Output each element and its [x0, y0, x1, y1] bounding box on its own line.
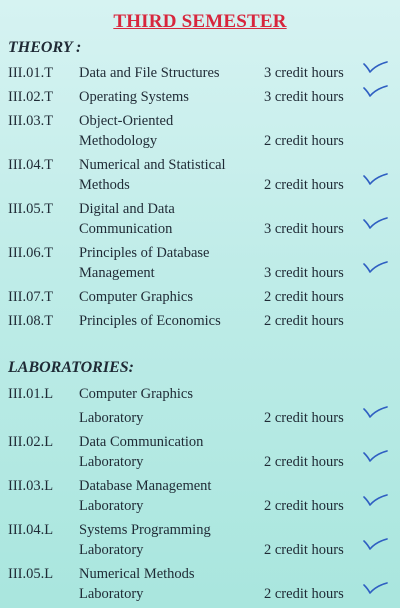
theory-code: III.02.T: [8, 89, 54, 105]
theory-title: [79, 87, 264, 107]
theory-code: III.05.T: [8, 201, 54, 217]
theory-title: [79, 311, 264, 331]
checkmark-icon: [362, 215, 388, 231]
laboratories-heading: LABORATORIES:: [8, 359, 134, 376]
theory-title-line: Principles of Database: [79, 245, 210, 261]
theory-credits: 2 credit hours: [264, 133, 344, 149]
lab-credits: 2 credit hours: [264, 498, 344, 514]
theory-credits: 2 credit hours: [264, 289, 344, 305]
page-title: THIRD SEMESTER: [113, 11, 287, 32]
lab-credits: 2 credit hours: [264, 542, 344, 558]
lab-credits: 2 credit hours: [264, 454, 344, 470]
lab-title: [79, 384, 264, 428]
lab-title-line: Computer Graphics: [79, 386, 193, 402]
checkmark-icon: [362, 259, 388, 275]
theory-credits: 2 credit hours: [264, 313, 344, 329]
checkmark-icon: [362, 536, 388, 552]
theory-title-line: Methodology: [79, 133, 158, 149]
lab-title-line: Laboratory: [79, 410, 144, 426]
theory-title-line: Digital and Data: [79, 201, 175, 217]
lab-title: [79, 476, 264, 516]
theory-title: [79, 155, 264, 195]
lab-code: III.02.L: [8, 434, 54, 450]
theory-title: [79, 199, 264, 239]
theory-title-line: Communication: [79, 221, 173, 237]
lab-title-line: Systems Programming: [79, 522, 211, 538]
lab-title: [79, 520, 264, 560]
theory-credits: 3 credit hours: [264, 65, 344, 81]
lab-title-line: Laboratory: [79, 454, 144, 470]
theory-heading: THEORY :: [8, 39, 82, 56]
lab-title: [79, 564, 264, 604]
lab-title-line: Numerical Methods: [79, 566, 195, 582]
theory-code: III.06.T: [8, 245, 54, 261]
lab-code: III.04.L: [8, 522, 54, 538]
theory-title: [79, 287, 264, 307]
theory-title: [79, 111, 264, 151]
checkmark-icon: [362, 448, 388, 464]
theory-title-line: Computer Graphics: [79, 289, 193, 305]
lab-code: III.01.L: [8, 386, 54, 402]
theory-credits: 3 credit hours: [264, 265, 344, 281]
checkmark-icon: [362, 492, 388, 508]
theory-title-line: Principles of Economics: [79, 313, 221, 329]
lab-title-line: Data Communication: [79, 434, 204, 450]
lab-title-line: Laboratory: [79, 498, 144, 514]
theory-code: III.03.T: [8, 113, 54, 129]
theory-title-line: Management: [79, 265, 155, 281]
theory-title-line: Methods: [79, 177, 130, 193]
theory-title-line: Numerical and Statistical: [79, 157, 226, 173]
lab-title-line: Laboratory: [79, 586, 144, 602]
lab-title-line: Database Management: [79, 478, 212, 494]
lab-code: III.05.L: [8, 566, 54, 582]
theory-title-line: Operating Systems: [79, 89, 189, 105]
checkmark-icon: [362, 83, 388, 99]
lab-credits: 2 credit hours: [264, 410, 344, 426]
theory-credits: 3 credit hours: [264, 89, 344, 105]
theory-title-line: Data and File Structures: [79, 65, 220, 81]
checkmark-icon: [362, 580, 388, 596]
theory-code: III.01.T: [8, 65, 54, 81]
checkmark-icon: [362, 171, 388, 187]
theory-title: [79, 243, 264, 283]
theory-code: III.08.T: [8, 313, 54, 329]
theory-code: III.04.T: [8, 157, 54, 173]
theory-credits: 3 credit hours: [264, 221, 344, 237]
lab-title: [79, 432, 264, 472]
theory-title: [79, 63, 264, 83]
lab-code: III.03.L: [8, 478, 54, 494]
lab-title-line: Laboratory: [79, 542, 144, 558]
checkmark-icon: [362, 59, 388, 75]
checkmark-icon: [362, 404, 388, 420]
theory-credits: 2 credit hours: [264, 177, 344, 193]
theory-title-line: Object-Oriented: [79, 113, 174, 129]
theory-code: III.07.T: [8, 289, 54, 305]
lab-credits: 2 credit hours: [264, 586, 344, 602]
